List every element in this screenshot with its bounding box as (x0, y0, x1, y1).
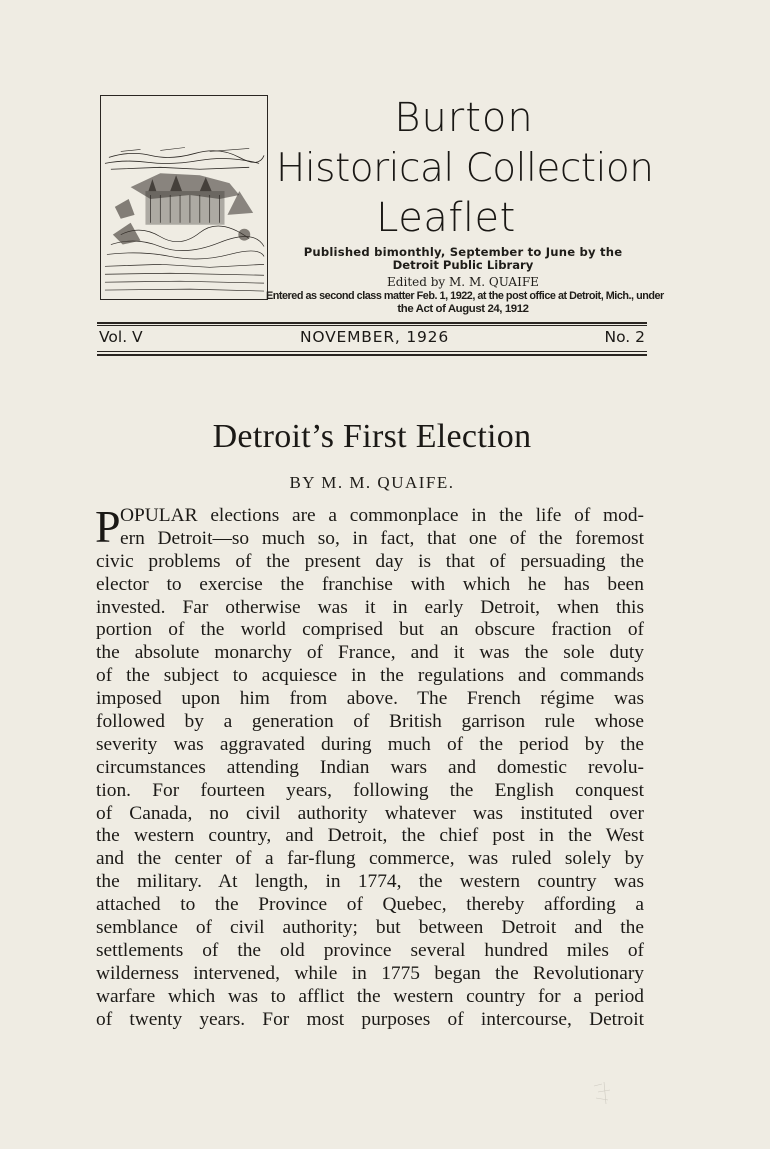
body-line: of the subject to acquiesce in the regulations and commands (96, 665, 644, 687)
body-line: the absolute monarchy of France, and it was the sole duty (96, 642, 644, 664)
publisher-name: Detroit Public Library (392, 258, 534, 272)
body-line: severity was aggravated during much of the period by the (96, 733, 644, 755)
body-line: followed by a generation of British garrison rule whose (96, 711, 644, 733)
body-line: portion of the world comprised but an obscure fraction of (96, 619, 644, 641)
body-line: of twenty years. For most purposes of intercourse, Detroit (96, 1008, 644, 1030)
drop-cap: P (95, 501, 121, 552)
body-line: the western country, and Detroit, the chief post in the West (96, 825, 644, 847)
issue-date: NOVEMBER, 1926 (300, 328, 449, 346)
body-line: attached to the Province of Quebec, thereby affording a (96, 894, 644, 916)
rule-top-thin (97, 325, 647, 326)
article-byline: BY M. M. QUAIFE. (289, 473, 455, 492)
rule-top-thick (97, 322, 647, 324)
body-line: tion. For fourteen years, following the English conquest (96, 779, 644, 801)
body-line: settlements of the old province several hundred miles of (96, 939, 644, 961)
body-line: and the center of a far-flung commerce, was ruled solely by (96, 848, 644, 870)
issue-row (97, 328, 647, 350)
postal-entry-line-1: Entered as second class matter Feb. 1, 1922, at the post office at Detroit, Mich., under (266, 290, 664, 302)
body-line: warfare which was to afflict the western country for a period (96, 985, 644, 1007)
body-line: civic problems of the present day is that of persuading the (96, 550, 644, 572)
body-line: invested. Far otherwise was it in early Detroit, when this (96, 596, 644, 618)
body-line: wilderness intervened, while in 1775 began the Revolutionary (96, 962, 644, 984)
body-line: of Canada, no civil authority whatever was instituted over (96, 802, 644, 824)
masthead-title (276, 95, 654, 244)
body-line: elector to exercise the franchise with which he has been (96, 573, 644, 595)
article-body (95, 501, 644, 1031)
rule-bottom-thin (97, 351, 647, 352)
body-line: ern Detroit—so much so, in fact, that one of the foremost (120, 527, 644, 549)
issue-number: No. 2 (604, 328, 645, 346)
publication-frequency: Published bimonthly, September to June by the (303, 245, 623, 259)
rule-bottom-thick (97, 354, 647, 356)
body-line: OPULAR elections are a commonplace in the life of mod- (120, 505, 644, 526)
postal-entry-line-2: the Act of August 24, 1912 (397, 303, 529, 315)
body-line: the military. At length, in 1774, the western country was (96, 871, 644, 893)
body-line: imposed upon him from above. The French régime was (96, 688, 644, 710)
body-line: circumstances attending Indian wars and domestic revolu- (96, 756, 644, 778)
masthead-title-line-3: Leaflet (376, 195, 516, 241)
article-title: Detroit’s First Election (212, 418, 532, 455)
paper-speck (590, 1078, 620, 1108)
masthead-title-line-1: Burton (394, 95, 534, 141)
editor-credit: Edited by M. M. QUAIFE (387, 275, 539, 289)
masthead-title-line-2: Historical Collection (276, 146, 654, 191)
body-line: semblance of civil authority; but between Detroit and the (96, 917, 644, 939)
volume-label: Vol. V (99, 328, 143, 346)
publication-info (266, 245, 664, 316)
